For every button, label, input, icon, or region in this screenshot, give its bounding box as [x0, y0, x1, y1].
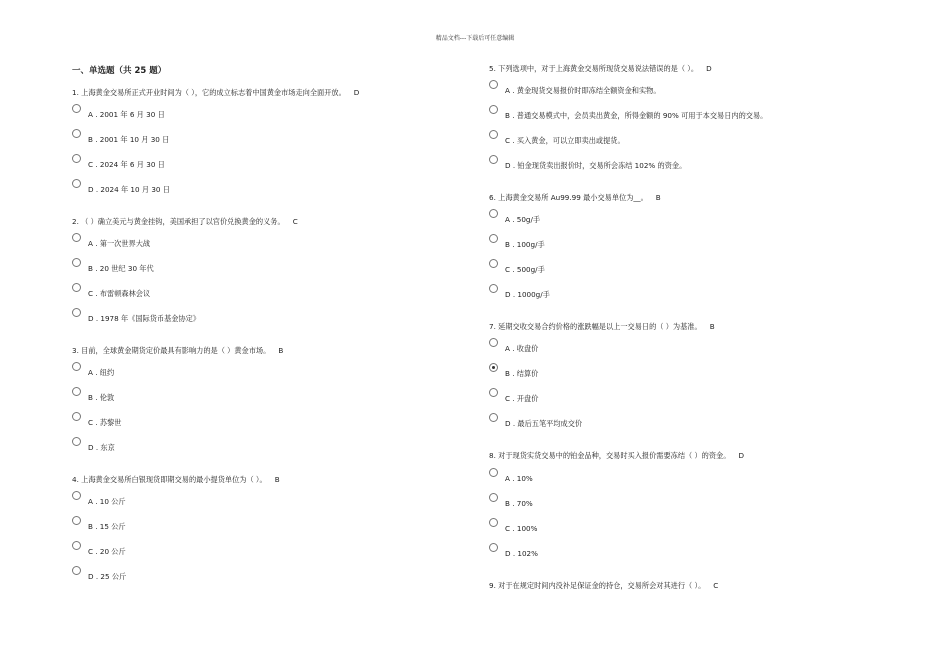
option-label: A . 2001 年 6 月 30 日 [88, 110, 165, 119]
question-5 [489, 64, 712, 74]
radio-button[interactable] [72, 387, 81, 396]
radio-button[interactable] [72, 541, 81, 550]
question-text: 2. （ ）确立美元与黄金挂钩，美国承担了以官价兑换黄金的义务。 [72, 217, 285, 226]
option-label: D . 1000g/手 [505, 290, 550, 299]
option-label: B . 伦敦 [88, 393, 115, 402]
radio-button[interactable] [489, 259, 498, 268]
radio-button[interactable] [72, 233, 81, 242]
radio-button[interactable] [72, 154, 81, 163]
question-text: 1. 上海黄金交易所正式开业时间为（ ），它的成立标志着中国黄金市场走向全面开放。 [72, 88, 346, 97]
question-text: 5. 下列选项中，对于上海黄金交易所现货交易说法错误的是（ ）。 [489, 64, 699, 73]
radio-button[interactable] [72, 129, 81, 138]
answer-key: B [274, 475, 280, 484]
option-label: D . 最后五笔平均成交价 [505, 419, 583, 428]
option-label: C . 100% [505, 524, 538, 533]
question-7 [489, 322, 715, 332]
question-text: 9. 对于在规定时间内没补足保证金的持仓，交易所会对其进行（ ）。 [489, 581, 706, 590]
option-label: B . 结算价 [505, 369, 539, 378]
option-label: B . 2001 年 10 月 30 日 [88, 135, 170, 144]
option-label: B . 15 公斤 [88, 522, 126, 531]
radio-button[interactable] [489, 493, 498, 502]
question-text: 3. 目前，全球黄金期货定价最具有影响力的是（ ）黄金市场。 [72, 346, 271, 355]
radio-button[interactable] [72, 308, 81, 317]
section-title: 一、单选题（共 25 题） [72, 66, 167, 76]
option-label: C . 苏黎世 [88, 418, 122, 427]
radio-button[interactable] [72, 283, 81, 292]
radio-button[interactable] [72, 179, 81, 188]
radio-button[interactable] [489, 284, 498, 293]
radio-button[interactable] [489, 105, 498, 114]
option-label: C . 买入黄金，可以立即卖出或提货。 [505, 136, 625, 145]
radio-button[interactable] [489, 468, 498, 477]
question-4 [72, 475, 280, 485]
question-1 [72, 88, 359, 98]
answer-key: D [353, 88, 360, 97]
question-text: 7. 延期交收交易合约价格的涨跌幅是以上一交易日的（ ）为基准。 [489, 322, 702, 331]
radio-button[interactable] [72, 516, 81, 525]
question-text: 6. 上海黄金交易所 Au99.99 最小交易单位为__。 [489, 193, 648, 202]
option-label: C . 布雷顿森林会议 [88, 289, 151, 298]
radio-button[interactable] [489, 130, 498, 139]
answer-key: B [278, 346, 284, 355]
answer-key: B [709, 322, 715, 331]
option-label: A . 黄金现货交易报价时即冻结全额资金和实物。 [505, 86, 661, 95]
option-label: A . 纽约 [88, 368, 115, 377]
radio-button[interactable] [72, 566, 81, 575]
option-label: D . 2024 年 10 月 30 日 [88, 185, 170, 194]
radio-button[interactable] [489, 209, 498, 218]
question-8 [489, 451, 744, 461]
option-label: A . 10 公斤 [88, 497, 126, 506]
option-label: C . 开盘价 [505, 394, 539, 403]
radio-button[interactable] [72, 362, 81, 371]
option-label: B . 20 世纪 30 年代 [88, 264, 154, 273]
option-label: C . 2024 年 6 月 30 日 [88, 160, 165, 169]
option-label: B . 100g/手 [505, 240, 545, 249]
radio-button[interactable] [72, 412, 81, 421]
option-label: A . 50g/手 [505, 215, 541, 224]
answer-key: C [713, 581, 719, 590]
radio-button[interactable] [72, 437, 81, 446]
question-9 [489, 581, 718, 591]
radio-button[interactable] [72, 258, 81, 267]
radio-button[interactable] [489, 234, 498, 243]
option-label: C . 20 公斤 [88, 547, 126, 556]
radio-button[interactable] [72, 104, 81, 113]
option-label: A . 收盘价 [505, 344, 539, 353]
answer-key: D [738, 451, 744, 460]
option-label: A . 10% [505, 474, 533, 483]
answer-key: B [655, 193, 661, 202]
option-label: A . 第一次世界大战 [88, 239, 151, 248]
option-label: D . 铂金现货卖出报价时，交易所会冻结 102% 的资金。 [505, 161, 687, 170]
answer-key: C [292, 217, 298, 226]
radio-button-selected[interactable] [489, 363, 498, 372]
option-label: D . 东京 [88, 443, 115, 452]
option-label: C . 500g/手 [505, 265, 545, 274]
option-label: D . 102% [505, 549, 538, 558]
question-text: 4. 上海黄金交易所白银现货即期交易的最小提货单位为（ ）。 [72, 475, 267, 484]
radio-button[interactable] [489, 413, 498, 422]
radio-button[interactable] [489, 338, 498, 347]
option-label: D . 25 公斤 [88, 572, 127, 581]
question-6 [489, 193, 661, 203]
option-label: B . 普通交易模式中，会员卖出黄金，所得金额的 90% 可用于本交易日内的交易。 [505, 111, 768, 120]
answer-key: D [706, 64, 712, 73]
radio-button[interactable] [489, 80, 498, 89]
question-2 [72, 217, 298, 227]
question-3 [72, 346, 283, 356]
radio-button[interactable] [489, 543, 498, 552]
question-text: 8. 对于现货实货交易中的铂金品种，交易时买入报价需要冻结（ ）的资金。 [489, 451, 731, 460]
option-label: B . 70% [505, 499, 533, 508]
radio-button[interactable] [72, 491, 81, 500]
page-header: 精品文档---下载后可任意编辑 [435, 35, 515, 42]
option-label: D . 1978 年《国际货币基金协定》 [88, 314, 201, 323]
radio-button[interactable] [489, 155, 498, 164]
radio-button[interactable] [489, 388, 498, 397]
radio-button[interactable] [489, 518, 498, 527]
